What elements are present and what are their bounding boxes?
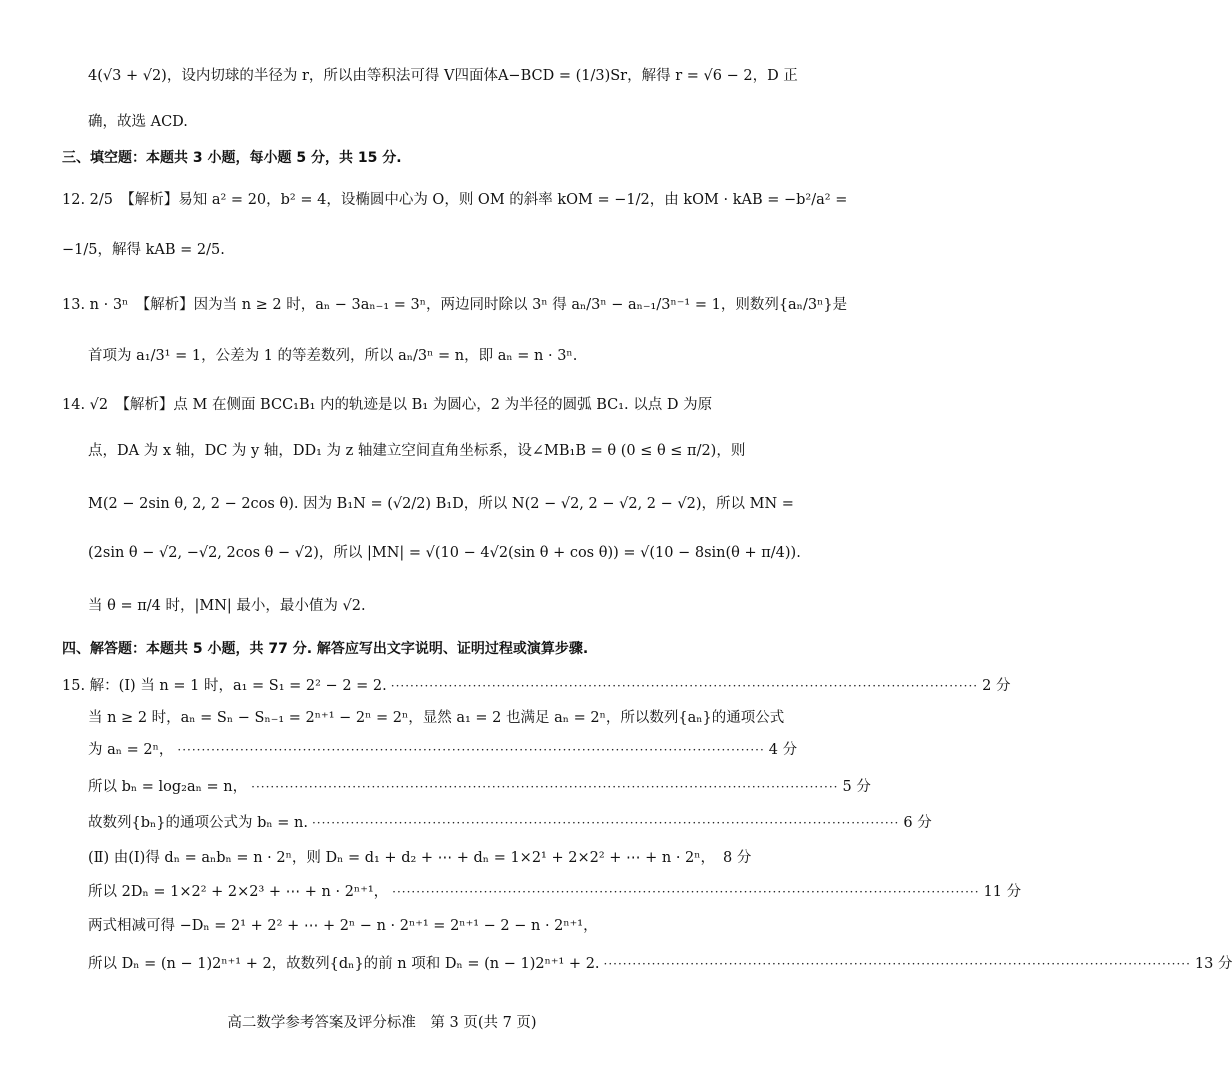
q14-line: 点，DA 为 x 轴，DC 为 y 轴，DD₁ 为 z 轴建立空间直角坐标系，设∠MB₁B = θ (0 ≤ θ ≤ π/2)，则 bbox=[88, 443, 746, 459]
step-points: 4 分 bbox=[768, 742, 798, 758]
dot-leader: ·························································································································· bbox=[390, 679, 979, 693]
step-text: 所以 Dₙ = (n − 1)2ⁿ⁺¹ + 2，故数列{dₙ}的前 n 项和 Dₙ = (n − 1)2ⁿ⁺¹ + 2. bbox=[88, 956, 600, 972]
q12-line: −1/5，解得 kAB = 2/5. bbox=[62, 242, 225, 258]
step-text: 故数列{bₙ}的通项公式为 bₙ = n. bbox=[88, 815, 308, 831]
dot-leader: ·························································································································· bbox=[392, 885, 980, 899]
section-heading-solutions: 四、解答题：本题共 5 小题，共 77 分. 解答应写出文字说明、证明过程或演算步骤. bbox=[62, 641, 589, 657]
q13-line: 首项为 a₁/3¹ = 1，公差为 1 的等差数列，所以 aₙ/3ⁿ = n，即 aₙ = n · 3ⁿ. bbox=[88, 348, 578, 364]
q15-step-row bbox=[88, 777, 871, 797]
q14-line: (2sin θ − √2, −√2, 2cos θ − √2)，所以 |MN| = √(10 − 4√2(sin θ + cos θ)) = √(10 − 8sin(θ + π/4)). bbox=[88, 545, 801, 561]
dot-leader: ·························································································································· bbox=[177, 743, 765, 757]
step-text: 所以 2Dₙ = 1×2² + 2×2³ + ⋯ + n · 2ⁿ⁺¹， bbox=[88, 884, 389, 900]
text-line: 确，故选 ACD. bbox=[88, 114, 188, 130]
step-points: 5 分 bbox=[842, 779, 871, 795]
q15-step-row bbox=[88, 813, 932, 833]
step-text: 15. 解：(Ⅰ) 当 n = 1 时，a₁ = S₁ = 2² − 2 = 2. bbox=[62, 678, 387, 694]
dot-leader: ·························································································································· bbox=[311, 816, 900, 830]
step-text: (Ⅱ) 由(Ⅰ)得 dₙ = aₙbₙ = n · 2ⁿ，则 Dₙ = d₁ + d₂ + ⋯ + dₙ = 1×2¹ + 2×2² + ⋯ + n · 2ⁿ， bbox=[88, 850, 716, 866]
q14-line: 14. √2 【解析】点 M 在侧面 BCC₁B₁ 内的轨迹是以 B₁ 为圆心，2 为半径的圆弧 BC₁. 以点 D 为原 bbox=[62, 397, 713, 413]
step-points: 2 分 bbox=[982, 678, 1011, 694]
q15-step-row bbox=[88, 740, 798, 760]
dot-leader: ·························································································································· bbox=[251, 780, 839, 794]
q15-line: 两式相减可得 −Dₙ = 2¹ + 2² + ⋯ + 2ⁿ − n · 2ⁿ⁺¹ = 2ⁿ⁺¹ − 2 − n · 2ⁿ⁺¹， bbox=[88, 918, 598, 934]
step-points: 6 分 bbox=[903, 815, 932, 831]
dot-leader: ·························································································································· bbox=[603, 957, 1191, 971]
step-points: 13 分 bbox=[1194, 956, 1232, 972]
step-text: 所以 bₙ = log₂aₙ = n， bbox=[88, 779, 248, 795]
text-line: 4(√3 + √2)，设内切球的半径为 r，所以由等积法可得 V四面体A−BCD = (1/3)Sr，解得 r = √6 − 2，D 正 bbox=[88, 68, 798, 84]
q13-line: 13. n · 3ⁿ 【解析】因为当 n ≥ 2 时，aₙ − 3aₙ₋₁ = 3ⁿ，两边同时除以 3ⁿ 得 aₙ/3ⁿ − aₙ₋₁/3ⁿ⁻¹ = 1，则数列{aₙ/3ⁿ}是 bbox=[62, 297, 848, 313]
section-heading-fill-in: 三、填空题：本题共 3 小题，每小题 5 分，共 15 分. bbox=[62, 150, 402, 166]
q15-step-row bbox=[62, 676, 1011, 696]
step-points: 8 分 bbox=[723, 850, 752, 866]
q15-step-row bbox=[88, 954, 1232, 974]
step-text: 为 aₙ = 2ⁿ， bbox=[88, 742, 174, 758]
page-footer: 高二数学参考答案及评分标准 第 3 页(共 7 页) bbox=[227, 1015, 537, 1031]
q15-step-row bbox=[88, 848, 752, 868]
q14-line: M(2 − 2sin θ, 2, 2 − 2cos θ). 因为 B₁N = (√2/2) B₁D，所以 N(2 − √2, 2 − √2, 2 − √2)，所以 MN = bbox=[88, 496, 794, 512]
q12-line: 12. 2/5 【解析】易知 a² = 20，b² = 4，设椭圆中心为 O，则 OM 的斜率 kOM = −1/2，由 kOM · kAB = −b²/a² = bbox=[62, 192, 848, 208]
step-points: 11 分 bbox=[983, 884, 1022, 900]
q15-step-row bbox=[88, 882, 1022, 902]
q14-line: 当 θ = π/4 时，|MN| 最小，最小值为 √2. bbox=[88, 598, 366, 614]
q15-line: 当 n ≥ 2 时，aₙ = Sₙ − Sₙ₋₁ = 2ⁿ⁺¹ − 2ⁿ = 2ⁿ，显然 a₁ = 2 也满足 aₙ = 2ⁿ，所以数列{aₙ}的通项公式 bbox=[88, 710, 785, 726]
